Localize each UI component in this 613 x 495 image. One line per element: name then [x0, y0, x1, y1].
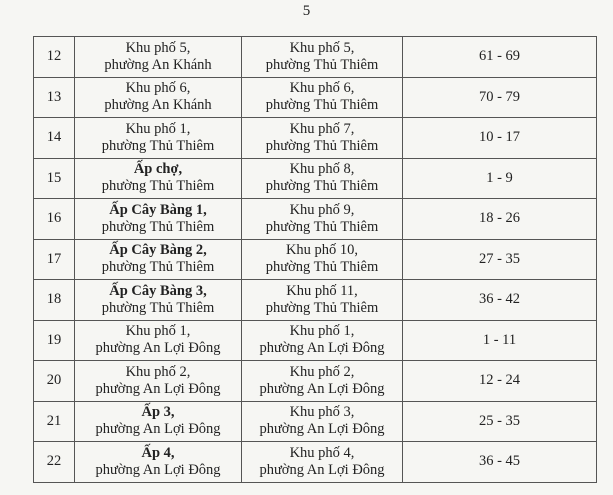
- old-ward: phường An Khánh: [104, 97, 212, 114]
- ward-mapping-table: [33, 36, 597, 483]
- range-cell: 10 - 17: [403, 118, 597, 159]
- old-unit-cell: [75, 199, 242, 240]
- old-ward: phường An Lợi Đông: [95, 380, 221, 397]
- new-unit-name: Khu phố 10,: [285, 242, 359, 259]
- old-unit-name: Ấp Cây Bàng 1,: [109, 201, 207, 218]
- row-number: 21: [34, 401, 75, 442]
- old-ward: phường Thủ Thiêm: [101, 178, 215, 195]
- new-unit-name: Khu phố 1,: [289, 323, 355, 340]
- new-unit-cell: [242, 239, 403, 280]
- old-ward: phường Thủ Thiêm: [101, 259, 215, 276]
- row-number: 13: [34, 77, 75, 118]
- table-row: [34, 320, 597, 361]
- new-unit-name: Khu phố 2,: [289, 363, 355, 380]
- row-number: 17: [34, 239, 75, 280]
- table-row: [34, 37, 597, 78]
- new-ward: phường Thủ Thiêm: [265, 218, 379, 235]
- new-unit-cell: [242, 158, 403, 199]
- range-cell: 18 - 26: [403, 199, 597, 240]
- old-unit-cell: [75, 361, 242, 402]
- new-ward: phường An Lợi Đông: [259, 340, 385, 357]
- old-unit-cell: [75, 118, 242, 159]
- range-cell: 36 - 42: [403, 280, 597, 321]
- row-number: 15: [34, 158, 75, 199]
- new-ward: phường Thủ Thiêm: [265, 259, 379, 276]
- new-ward: phường An Lợi Đông: [259, 380, 385, 397]
- range-cell: 27 - 35: [403, 239, 597, 280]
- new-unit-cell: [242, 320, 403, 361]
- old-unit-cell: [75, 280, 242, 321]
- new-unit-cell: [242, 199, 403, 240]
- old-ward: phường An Khánh: [104, 56, 212, 73]
- old-unit-name: Ấp 3,: [141, 404, 175, 421]
- new-ward: phường Thủ Thiêm: [265, 178, 379, 195]
- old-ward: phường Thủ Thiêm: [101, 137, 215, 154]
- row-number: 20: [34, 361, 75, 402]
- new-unit-cell: [242, 280, 403, 321]
- new-ward: phường An Lợi Đông: [259, 421, 385, 438]
- range-cell: 70 - 79: [403, 77, 597, 118]
- new-unit-name: Khu phố 7,: [289, 120, 355, 137]
- old-unit-name: Ấp 4,: [141, 444, 175, 461]
- old-unit-cell: [75, 37, 242, 78]
- range-cell: 25 - 35: [403, 401, 597, 442]
- new-unit-name: Khu phố 3,: [289, 404, 355, 421]
- old-unit-cell: [75, 320, 242, 361]
- range-cell: 1 - 11: [403, 320, 597, 361]
- new-unit-name: Khu phố 9,: [289, 201, 355, 218]
- old-ward: phường An Lợi Đông: [95, 340, 221, 357]
- range-cell: 36 - 45: [403, 442, 597, 483]
- table-row: [34, 158, 597, 199]
- new-unit-name: Khu phố 8,: [289, 161, 355, 178]
- range-cell: 61 - 69: [403, 37, 597, 78]
- old-unit-name: Khu phố 6,: [125, 80, 191, 97]
- old-unit-name: Ấp Cây Bàng 2,: [109, 242, 207, 259]
- old-unit-cell: [75, 239, 242, 280]
- old-unit-cell: [75, 442, 242, 483]
- row-number: 14: [34, 118, 75, 159]
- table-row: [34, 199, 597, 240]
- row-number: 16: [34, 199, 75, 240]
- old-unit-name: Ấp chợ,: [133, 161, 183, 178]
- old-unit-name: Khu phố 2,: [125, 363, 191, 380]
- old-unit-name: Ấp Cây Bàng 3,: [109, 282, 207, 299]
- old-ward: phường Thủ Thiêm: [101, 299, 215, 316]
- new-unit-name: Khu phố 11,: [286, 282, 358, 299]
- row-number: 18: [34, 280, 75, 321]
- new-unit-cell: [242, 37, 403, 78]
- new-unit-name: Khu phố 6,: [289, 80, 355, 97]
- old-unit-cell: [75, 77, 242, 118]
- old-unit-cell: [75, 158, 242, 199]
- new-ward: phường Thủ Thiêm: [265, 97, 379, 114]
- old-unit-name: Khu phố 5,: [125, 39, 191, 56]
- old-unit-cell: [75, 401, 242, 442]
- row-number: 19: [34, 320, 75, 361]
- new-ward: phường Thủ Thiêm: [265, 137, 379, 154]
- new-unit-cell: [242, 361, 403, 402]
- new-unit-cell: [242, 118, 403, 159]
- new-ward: phường Thủ Thiêm: [265, 299, 379, 316]
- table-row: [34, 280, 597, 321]
- old-unit-name: Khu phố 1,: [125, 120, 191, 137]
- table-row: [34, 118, 597, 159]
- old-unit-name: Khu phố 1,: [125, 323, 191, 340]
- new-unit-cell: [242, 401, 403, 442]
- old-ward: phường Thủ Thiêm: [101, 218, 215, 235]
- table-row: [34, 361, 597, 402]
- range-cell: 12 - 24: [403, 361, 597, 402]
- page-number: 5: [302, 3, 311, 19]
- old-ward: phường An Lợi Đông: [95, 461, 221, 478]
- new-ward: phường Thủ Thiêm: [265, 56, 379, 73]
- table-row: [34, 77, 597, 118]
- table-row: [34, 442, 597, 483]
- range-cell: 1 - 9: [403, 158, 597, 199]
- row-number: 22: [34, 442, 75, 483]
- new-unit-name: Khu phố 4,: [289, 444, 355, 461]
- old-ward: phường An Lợi Đông: [95, 421, 221, 438]
- new-unit-cell: [242, 442, 403, 483]
- new-ward: phường An Lợi Đông: [259, 461, 385, 478]
- new-unit-cell: [242, 77, 403, 118]
- row-number: 12: [34, 37, 75, 78]
- table-row: [34, 401, 597, 442]
- table-row: [34, 239, 597, 280]
- new-unit-name: Khu phố 5,: [289, 39, 355, 56]
